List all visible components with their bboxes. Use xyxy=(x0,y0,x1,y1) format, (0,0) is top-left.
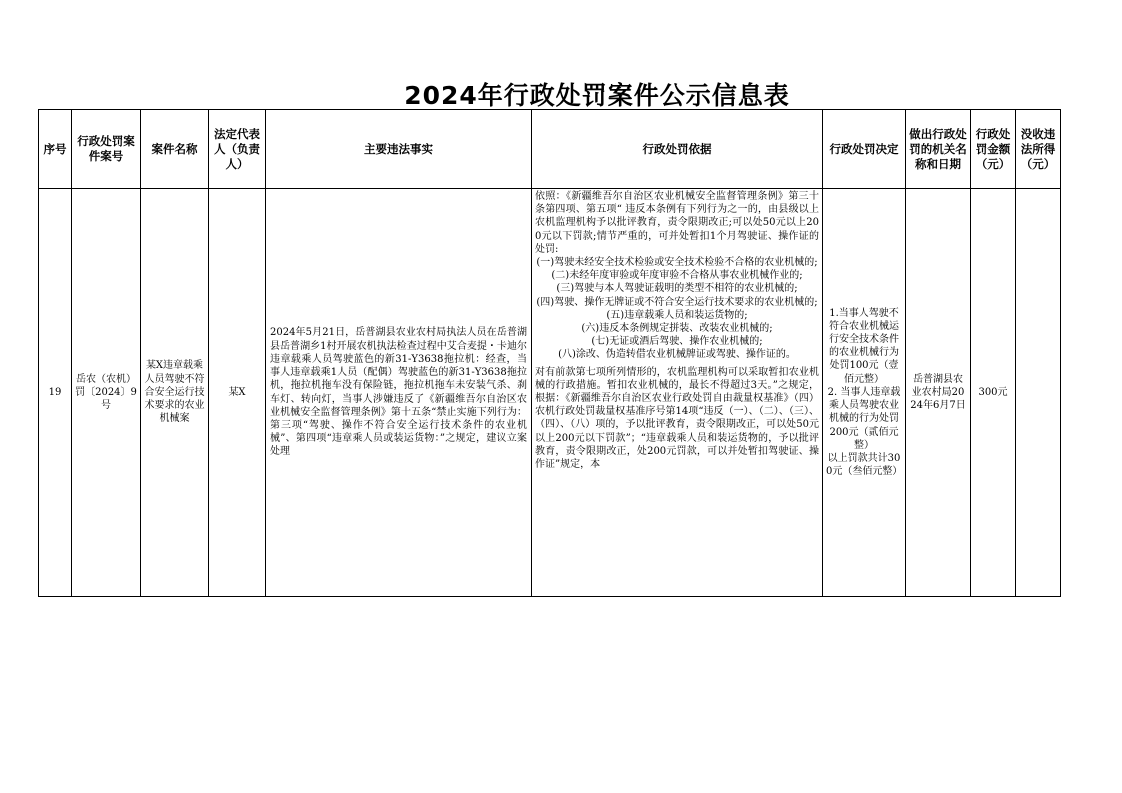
cell-basis xyxy=(532,189,823,597)
header-row xyxy=(39,110,1061,189)
header-confiscated: 没收违法所得（元） xyxy=(1016,110,1061,189)
cell-legal-rep: 某X xyxy=(209,189,266,597)
basis-item: (一)驾驶未经安全技术检验或安全技术检验不合格的农业机械的; xyxy=(536,257,818,269)
penalty-info-table xyxy=(38,109,1061,597)
basis-item: (六)违反本条例规定拼装、改装农业机械的; xyxy=(581,323,773,335)
cell-decision xyxy=(823,189,906,597)
decision-item: 1.当事人驾驶不符合农业机械运行安全技术条件的农业机械行为处罚100元（壹佰元整） xyxy=(829,307,899,385)
table-header xyxy=(39,110,1061,189)
basis-item: (四)驾驶、操作无牌证或不符合安全运行技术要求的农业机械的; xyxy=(536,296,818,308)
basis-item: (五)违章载乘人员和装运货物的; xyxy=(606,309,748,321)
basis-intro: 依照：《新疆维吾尔自治区农业机械安全监督管理条例》第三十条第四项、第五项“ 违反本条例有下列行为之一的，由县级以上农机监理机构予以批评教育，责令限期改正;可以处50元以上200元以下罚款;情节严重的，可并处暂扣1个月驾驶证、操作证的处罚: xyxy=(535,191,819,255)
header-facts: 主要违法事实 xyxy=(266,110,532,189)
basis-item: (八)涂改、伪造转借农业机械牌证或驾驶、操作证的。 xyxy=(558,349,796,361)
basis-item: (七)无证或酒后驾驶、操作农业机械的; xyxy=(591,336,763,348)
header-decision: 行政处罚决定 xyxy=(823,110,906,189)
table-row xyxy=(39,189,1061,597)
header-seq: 序号 xyxy=(39,110,72,189)
decision-item: 2. 当事人违章载乘人员驾驶农业机械的行为处罚200元（贰佰元整） xyxy=(827,386,901,451)
decision-total: 以上罚款共计300元（叁佰元整） xyxy=(826,452,903,478)
header-legal-rep: 法定代表人（负责人） xyxy=(209,110,266,189)
cell-seq: 19 xyxy=(39,189,72,597)
basis-item: (三)驾驶与本人驾驶证载明的类型不相符的农业机械的; xyxy=(556,283,798,295)
cell-amount: 300元 xyxy=(971,189,1016,597)
basis-conclusion: 对有前款第七项所列情形的，农机监理机构可以采取暂扣农业机械的行政措施。暂扣农业机械的，最长不得超过3天。”之规定，根据：《新疆维吾尔自治区农业行政处罚自由裁量权基准》（四）农机行政处罚裁量权基准序号第14项“违反（一）、（二）、（三）、（四）、（八）项的，予以批评教育，责令限期改正，可以处50元以上200元以下罚款”；“违章载乘人员和装运货物的，予以批评教育，责令限期改正，处200元罚款，可以并处暂扣驾驶证、操作证”规定，本 xyxy=(535,366,819,471)
header-case-no: 行政处罚案件案号 xyxy=(72,110,141,189)
cell-case-no: 岳农（农机）罚〔2024〕9号 xyxy=(72,189,141,597)
cell-facts: 2024年5月21日，岳普湖县农业农村局执法人员在岳普湖县岳普湖乡1村开展农机执法检查过程中艾合麦提・卡迪尔违章载乘人员驾驶蓝色的新31-Y3638拖拉机：经查，当事人违章载乘1人员（配偶）驾驶蓝色的新31-Y3638拖拉机，拖拉机拖车没有保险链，拖拉机拖车未安装气杀、刹车灯、转向灯，当事人涉嫌违反了《新疆维吾尔自治区农业机械安全监督管理条例》第十五条“禁止实施下列行为：第三项“驾驶、操作不符合安全运行技术条件的农业机械”、第四项“违章乘人员或装运货物：”之规定，建议立案处理 xyxy=(266,189,532,597)
cell-case-name: 某X违章载乘人员驾驶不符合安全运行技术要求的农业机械案 xyxy=(141,189,209,597)
header-authority-date: 做出行政处罚的机关名称和日期 xyxy=(906,110,971,189)
cell-authority-date: 岳普湖县农业农村局2024年6月7日 xyxy=(906,189,971,597)
header-amount: 行政处罚金额（元） xyxy=(971,110,1016,189)
header-case-name: 案件名称 xyxy=(141,110,209,189)
page-title: 2024年行政处罚案件公示信息表 xyxy=(404,81,790,110)
header-basis: 行政处罚依据 xyxy=(532,110,823,189)
basis-item: (二)未经年度审验或年度审验不合格从事农业机械作业的; xyxy=(551,270,803,282)
cell-confiscated xyxy=(1016,189,1061,597)
